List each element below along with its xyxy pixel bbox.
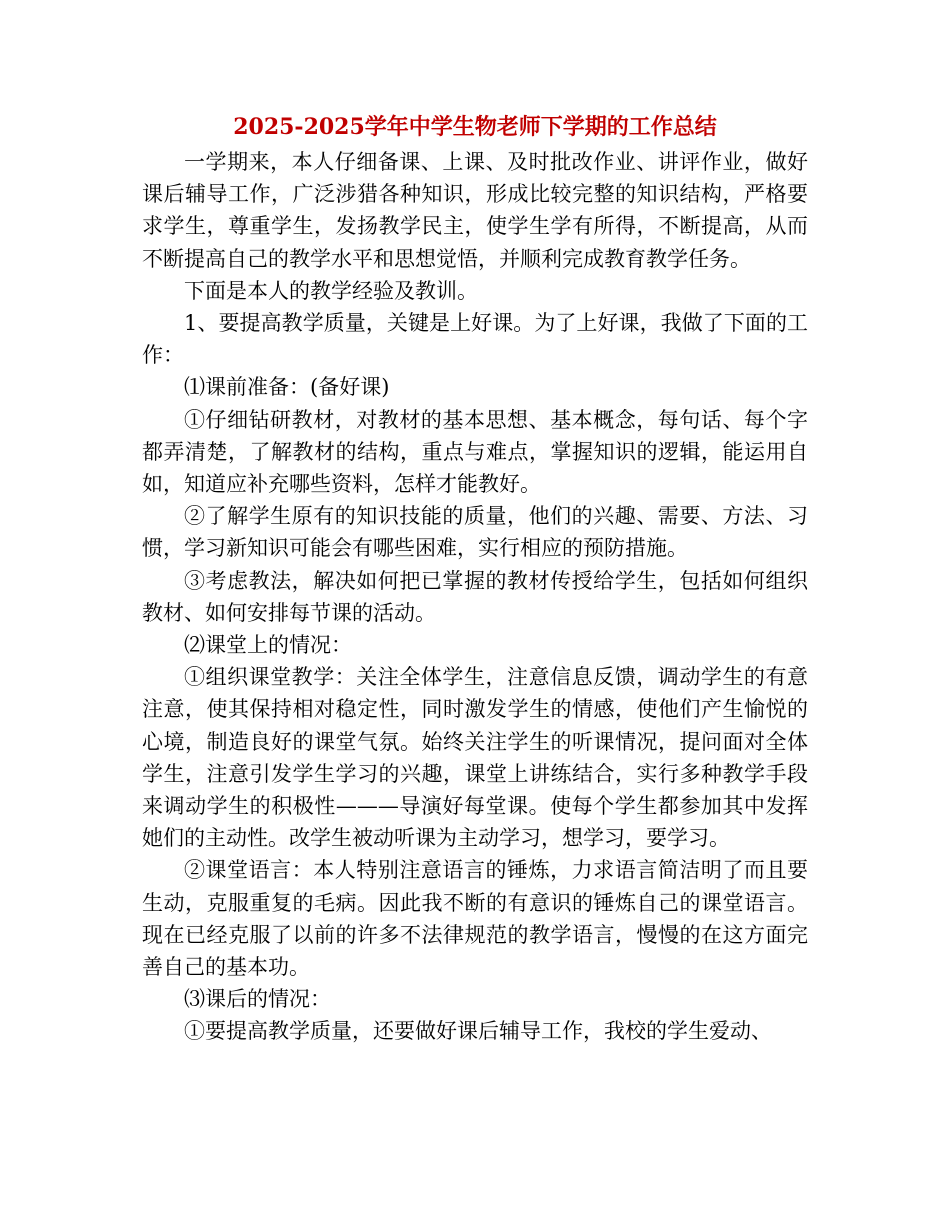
paragraph: ①组织课堂教学：关注全体学生，注意信息反馈，调动学生的有意注意，使其保持相对稳定性，同时激发学生的情感，使他们产生愉悦的心境，制造良好的课堂气氛。始终关注学生的听课情况，提问面对全体学生，注意引发学生学习的兴趣，课堂上讲练结合，实行多种教学手段来调动学生的积极性———导演好每堂课。使每个学生都参加其中发挥她们的主动性。改学生被动听课为主动学习，想学习，要学习。: [142, 665, 808, 851]
paragraph: 一学期来，本人仔细备课、上课、及时批改作业、讲评作业，做好课后辅导工作，广泛涉猎各种知识，形成比较完整的知识结构，严格要求学生，尊重学生，发扬教学民主，使学生学有所得，不断提高，从而不断提高自己的教学水平和思想觉悟，并顺利完成教育教学任务。: [142, 150, 808, 271]
paragraph: 下面是本人的教学经验及教训。: [184, 278, 478, 303]
paragraph: ⑶课后的情况：: [184, 987, 331, 1012]
paragraph: ②了解学生原有的知识技能的质量，他们的兴趣、需要、方法、习惯，学习新知识可能会有哪些困难，实行相应的预防措施。: [142, 504, 808, 561]
document-title: 2025-2025学年中学生物老师下学期的工作总结: [233, 114, 717, 140]
paragraph: ③考虑教法，解决如何把已掌握的教材传授给学生，包括如何组织教材、如何安排每节课的活动。: [142, 568, 808, 625]
paragraph: ②课堂语言：本人特别注意语言的锤炼，力求语言简洁明了而且要生动，克服重复的毛病。因此我不断的有意识的锤炼自己的课堂语言。现在已经克服了以前的许多不法律规范的教学语言，慢慢的在这方面完善自己的基本功。: [142, 858, 808, 980]
paragraph: ①仔细钻研教材，对教材的基本思想、基本概念，每句话、每个字都弄清楚，了解教材的结构，重点与难点，掌握知识的逻辑，能运用自如，知道应补充哪些资料，怎样才能教好。: [142, 407, 808, 497]
paragraph: ⑵课堂上的情况：: [184, 633, 352, 658]
paragraph: ⑴课前准备：(备好课): [184, 375, 390, 400]
paragraph: ①要提高教学质量，还要做好课后辅导工作，我校的学生爱动、: [184, 1019, 772, 1044]
paragraph: 1、要提高教学质量，关键是上好课。为了上好课，我做了下面的工作：: [142, 311, 808, 368]
document-body: [142, 146, 808, 1048]
